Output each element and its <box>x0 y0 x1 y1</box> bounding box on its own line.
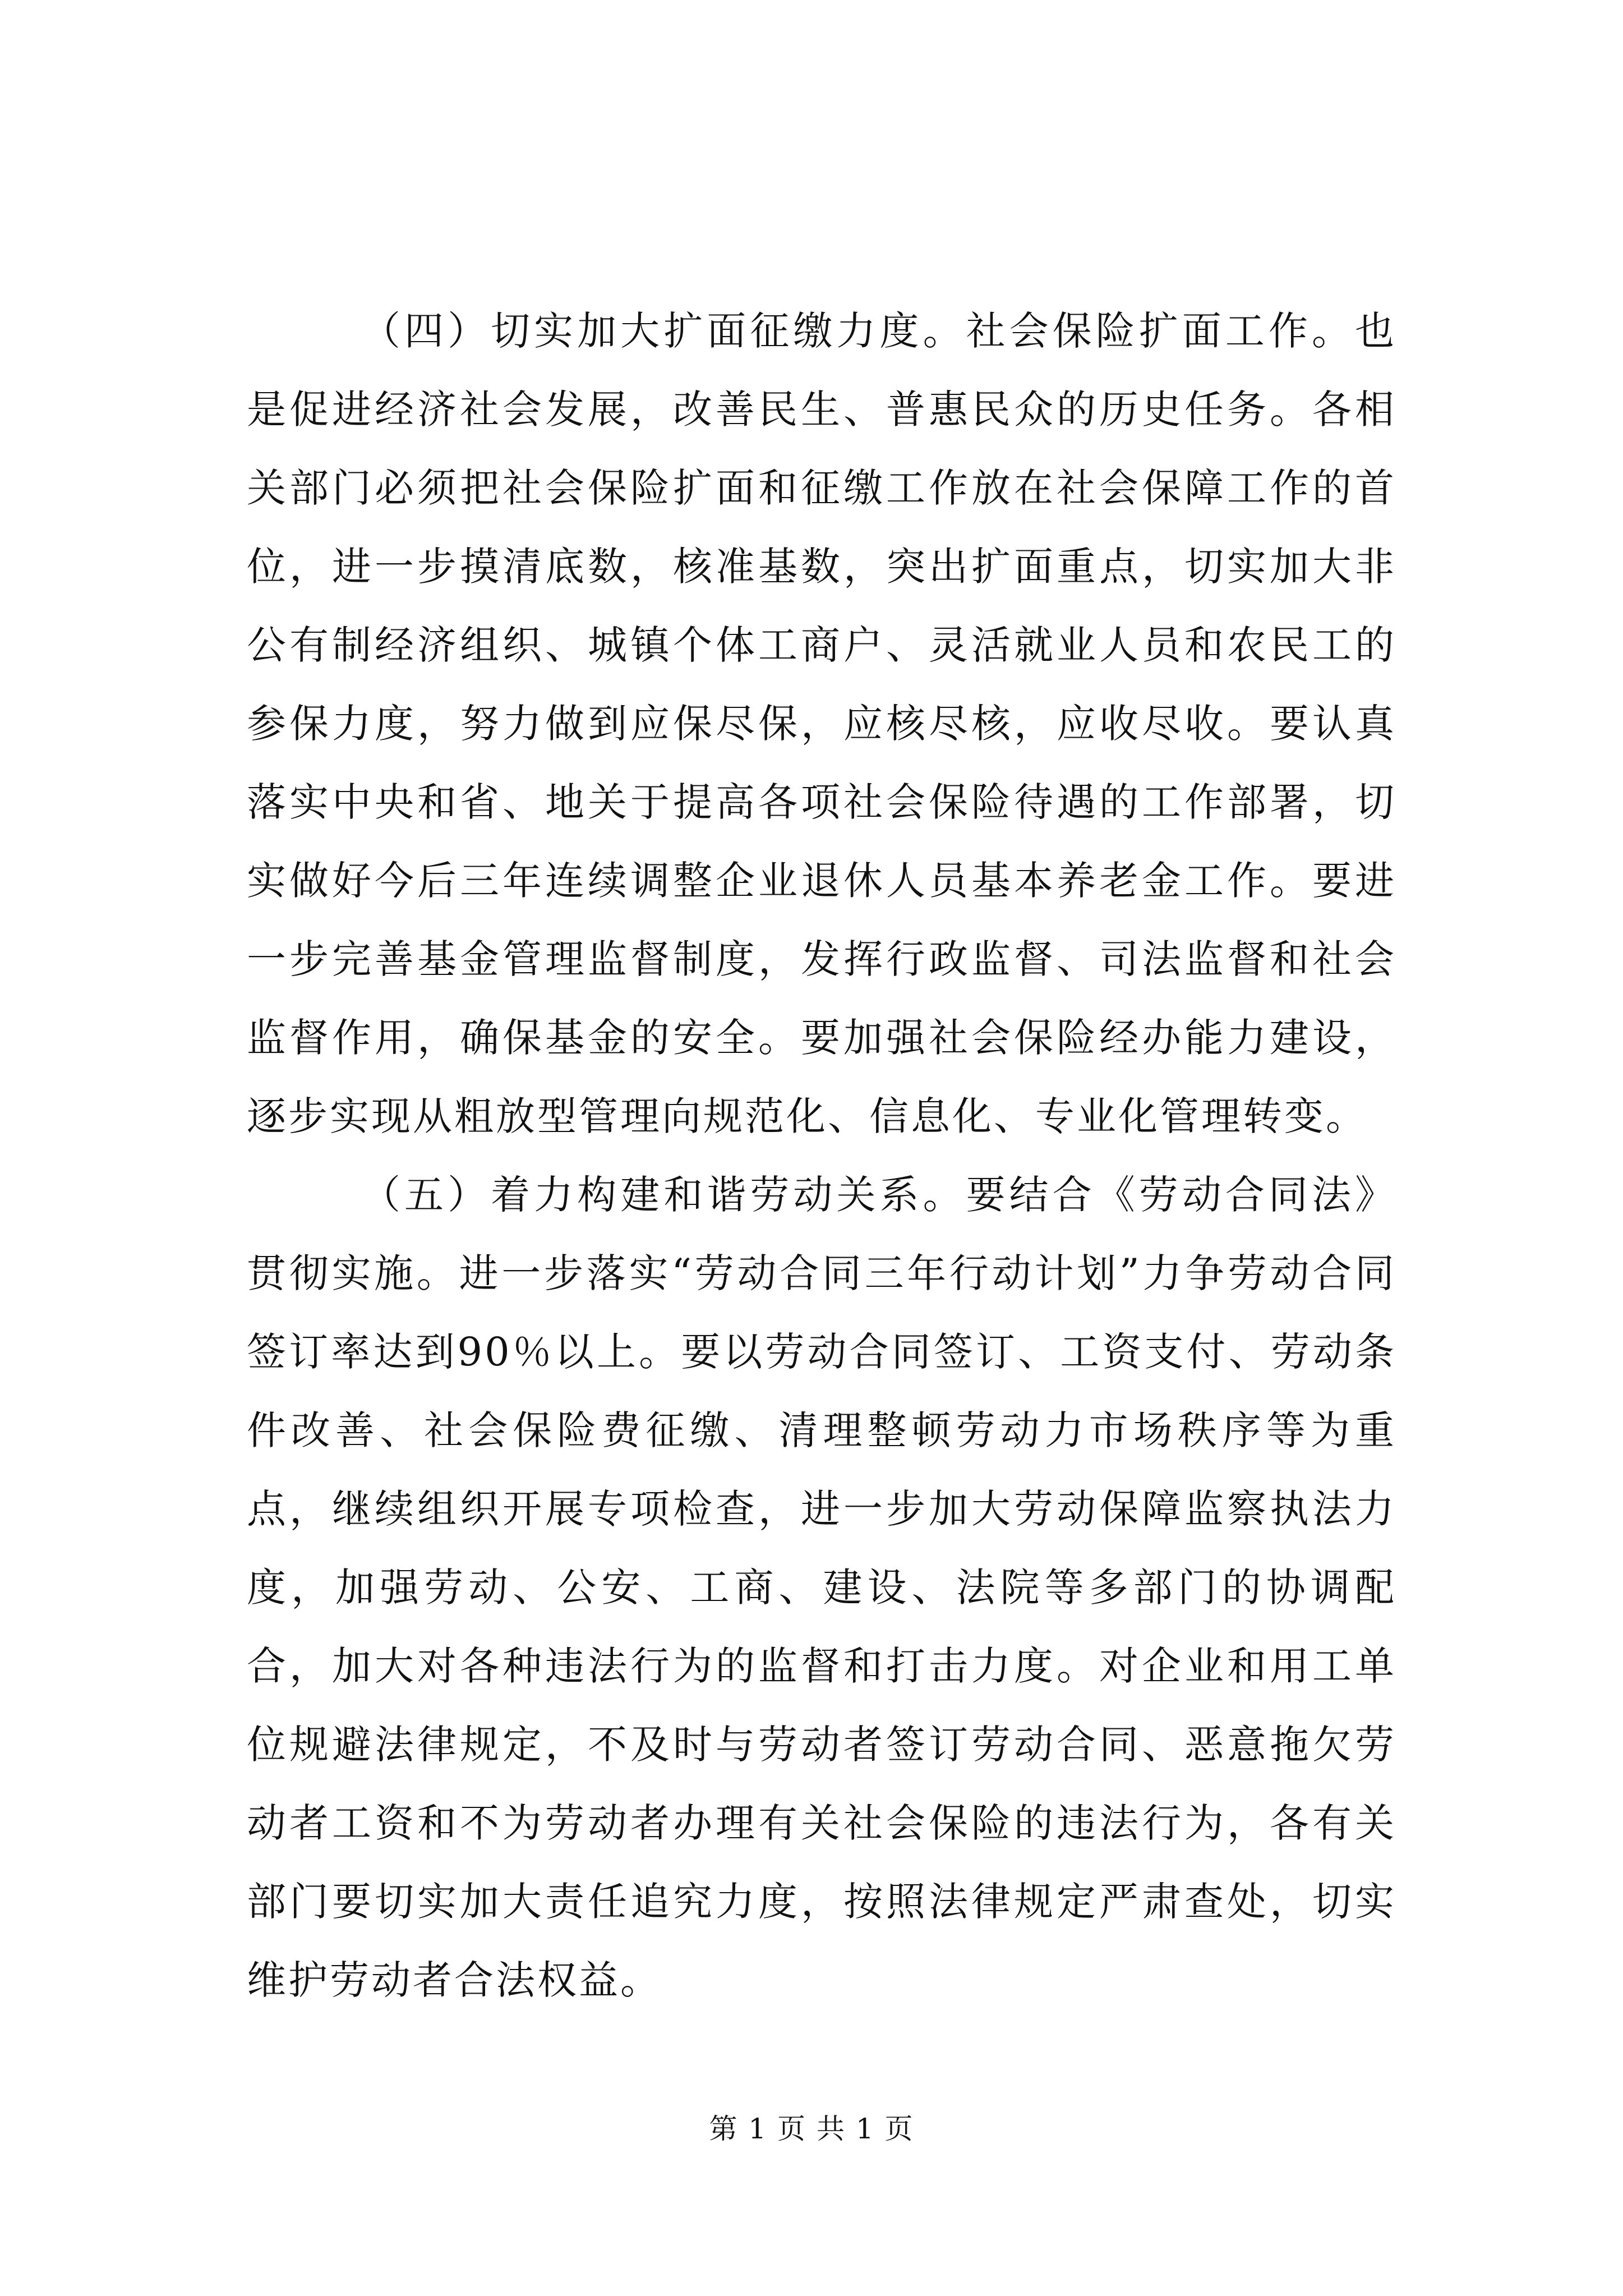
paragraph-5: （五）着力构建和谐劳动关系。要结合《劳动合同法》贯彻实施。进一步落实“劳动合同三年行动计划”力争劳动合同签订率达到90％以上。要以劳动合同签订、工资支付、劳动条件改善、社会保险费征缴、清理整顿劳动力市场秩序等为重点，继续组织开展专项检查，进一步加大劳动保障监察执法力度，加强劳动、公安、工商、建设、法院等多部门的协调配合，加大对各种违法行为的监督和打击力度。对企业和用工单位规避法律规定，不及时与劳动者签订劳动合同、恶意拖欠劳动者工资和不为劳动者办理有关社会保险的违法行为，各有关部门要切实加大责任追究力度，按照法律规定严肃查处，切实维护劳动者合法权益。 <box>247 1172 1396 2003</box>
page-footer: 第 1 页 共 1 页 <box>709 2113 914 2145</box>
paragraph-4: （四）切实加大扩面征缴力度。社会保险扩面工作。也是促进经济社会发展，改善民生、普惠民众的历史任务。各相关部门必须把社会保险扩面和征缴工作放在社会保障工作的首位，进一步摸清底数，核准基数，突出扩面重点，切实加大非公有制经济组织、城镇个体工商户、灵活就业人员和农民工的参保力度，努力做到应保尽保，应核尽核，应收尽收。要认真落实中央和省、地关于提高各项社会保险待遇的工作部署，切实做好今后三年连续调整企业退休人员基本养老金工作。要进一步完善基金管理监督制度，发挥行政监督、司法监督和社会监督作用，确保基金的安全。要加强社会保险经办能力建设，逐步实现从粗放型管理向规范化、信息化、专业化管理转变。 <box>247 308 1396 1139</box>
document-body <box>247 292 1396 2019</box>
